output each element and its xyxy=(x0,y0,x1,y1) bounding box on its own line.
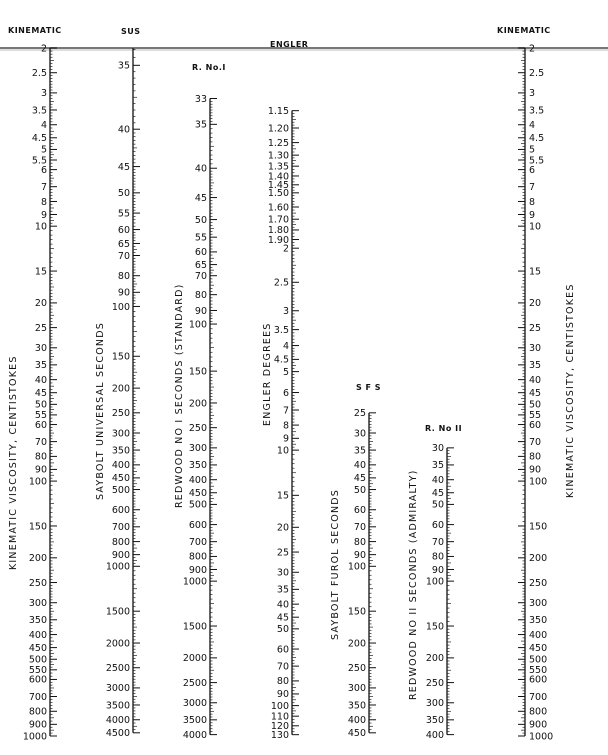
tick-label: 250 xyxy=(347,663,366,675)
axis-title-kinematic-right: KINEMATIC VISCOSITY, CENTISTOKES xyxy=(565,283,576,498)
tick-label: 25 xyxy=(34,322,47,334)
tick-label: 45 xyxy=(529,387,542,399)
tick-label: 500 xyxy=(28,654,47,666)
tick-label: 800 xyxy=(529,706,548,718)
tick-label: 1.80 xyxy=(267,225,289,237)
tick-label: 4000 xyxy=(182,729,207,741)
tick-label: 900 xyxy=(529,719,548,731)
tick-label: 500 xyxy=(188,499,207,511)
tick-label: 3.5 xyxy=(529,105,545,117)
tick-label: 200 xyxy=(28,553,47,565)
tick-label: 400 xyxy=(347,715,366,727)
tick-label: 60 xyxy=(529,419,542,431)
tick-label: 1.25 xyxy=(267,137,289,149)
tick-label: 2500 xyxy=(105,663,130,675)
tick-label: 90 xyxy=(34,464,47,476)
tick-label: 400 xyxy=(111,460,130,472)
axis-title-sus: SAYBOLT UNIVERSAL SECONDS xyxy=(95,322,106,500)
tick-label: 2.5 xyxy=(529,68,545,80)
tick-label: 500 xyxy=(529,654,548,666)
tick-label: 350 xyxy=(425,715,444,727)
tick-label: 450 xyxy=(28,642,47,654)
tick-label: 25 xyxy=(529,322,542,334)
tick-label: 350 xyxy=(28,615,47,627)
tick-label: 45 xyxy=(353,473,366,485)
tick-label: 90 xyxy=(353,549,366,561)
tick-label: 200 xyxy=(529,553,548,565)
tick-label: 450 xyxy=(347,728,366,740)
tick-label: 6 xyxy=(40,164,47,176)
tick-label: 100 xyxy=(347,561,366,573)
tick-label: 450 xyxy=(111,473,130,485)
header-redwood-2: R. No II xyxy=(425,424,463,433)
tick-label: 4.5 xyxy=(31,133,47,145)
tick-label: 1.35 xyxy=(267,161,289,173)
tick-label: 450 xyxy=(188,488,207,500)
tick-label: 55 xyxy=(117,208,130,220)
tick-label: 4.5 xyxy=(529,133,545,145)
tick-label: 1000 xyxy=(105,561,130,573)
tick-label: 150 xyxy=(529,521,548,533)
tick-label: 700 xyxy=(28,691,47,703)
tick-label: 3000 xyxy=(182,698,207,710)
tick-label: 100 xyxy=(270,700,289,712)
tick-label: 90 xyxy=(117,287,130,299)
tick-label: 40 xyxy=(34,374,47,386)
tick-label: 50 xyxy=(34,399,47,411)
header-kinematic-right: KINEMATIC xyxy=(497,26,551,35)
tick-label: 300 xyxy=(28,598,47,610)
tick-label: 15 xyxy=(529,266,542,278)
tick-label: 50 xyxy=(431,499,444,511)
header-kinematic-left: KINEMATIC xyxy=(8,26,62,35)
tick-label: 65 xyxy=(194,259,207,271)
tick-label: 3500 xyxy=(105,700,130,712)
tick-label: 3 xyxy=(40,88,47,100)
tick-label: 90 xyxy=(194,305,207,317)
tick-label: 500 xyxy=(111,484,130,496)
tick-label: 20 xyxy=(276,522,289,534)
tick-label: 4500 xyxy=(105,728,130,740)
tick-label: 35 xyxy=(529,360,542,372)
tick-label: 5.5 xyxy=(31,155,47,167)
tick-label: 10 xyxy=(529,221,542,233)
tick-label: 1.20 xyxy=(267,123,289,135)
tick-label: 900 xyxy=(188,564,207,576)
tick-label: 90 xyxy=(276,689,289,701)
axis-title-sfs: SAYBOLT FUROL SECONDS xyxy=(330,488,341,640)
tick-label: 1000 xyxy=(182,576,207,588)
tick-label: 35 xyxy=(117,60,130,72)
tick-label: 80 xyxy=(353,536,366,548)
tick-label: 35 xyxy=(431,460,444,472)
tick-label: 250 xyxy=(188,422,207,434)
tick-label: 50 xyxy=(529,399,542,411)
tick-label: 3 xyxy=(529,88,536,100)
tick-label: 2 xyxy=(282,243,289,255)
tick-label: 250 xyxy=(111,408,130,420)
tick-label: 80 xyxy=(276,676,289,688)
tick-label: 25 xyxy=(353,408,366,420)
tick-label: 110 xyxy=(270,711,289,723)
tick-label: 65 xyxy=(117,238,130,250)
tick-label: 15 xyxy=(276,490,289,502)
tick-label: 50 xyxy=(194,214,207,226)
tick-label: 700 xyxy=(111,522,130,534)
tick-label: 80 xyxy=(117,271,130,283)
tick-label: 40 xyxy=(117,124,130,136)
tick-label: 350 xyxy=(111,445,130,457)
tick-label: 600 xyxy=(529,674,548,686)
tick-label: 7 xyxy=(529,181,536,193)
tick-label: 1000 xyxy=(529,731,554,743)
tick-label: 70 xyxy=(276,661,289,673)
tick-label: 1.45 xyxy=(267,180,289,192)
tick-label: 150 xyxy=(347,606,366,618)
tick-label: 55 xyxy=(34,410,47,422)
tick-label: 80 xyxy=(194,289,207,301)
tick-label: 30 xyxy=(431,443,444,455)
tick-label: 40 xyxy=(431,475,444,487)
tick-label: 45 xyxy=(431,488,444,500)
tick-label: 150 xyxy=(188,366,207,378)
tick-label: 30 xyxy=(34,343,47,355)
tick-label: 10 xyxy=(276,445,289,457)
header-sfs: S F S xyxy=(356,383,382,392)
tick-label: 1.60 xyxy=(267,202,289,214)
tick-label: 200 xyxy=(111,383,130,395)
tick-label: 3 xyxy=(282,306,289,318)
tick-label: 1000 xyxy=(22,731,47,743)
tick-label: 300 xyxy=(111,428,130,440)
tick-label: 200 xyxy=(347,638,366,650)
tick-label: 55 xyxy=(529,410,542,422)
tick-label: 700 xyxy=(529,691,548,703)
tick-label: 70 xyxy=(431,536,444,548)
tick-label: 300 xyxy=(347,683,366,695)
tick-label: 2 xyxy=(40,43,47,55)
tick-label: 150 xyxy=(28,521,47,533)
tick-label: 5 xyxy=(529,144,536,156)
tick-label: 9 xyxy=(282,433,289,445)
tick-label: 3000 xyxy=(105,683,130,695)
tick-label: 35 xyxy=(353,445,366,457)
tick-label: 350 xyxy=(529,615,548,627)
tick-label: 70 xyxy=(194,271,207,283)
tick-label: 3.5 xyxy=(31,105,47,117)
tick-label: 70 xyxy=(117,250,130,262)
tick-label: 200 xyxy=(188,398,207,410)
tick-label: 10 xyxy=(34,221,47,233)
tick-label: 800 xyxy=(28,706,47,718)
tick-label: 50 xyxy=(276,624,289,636)
tick-label: 600 xyxy=(188,519,207,531)
tick-label: 200 xyxy=(425,653,444,665)
tick-label: 60 xyxy=(276,644,289,656)
tick-label: 9 xyxy=(40,209,47,221)
tick-label: 5.5 xyxy=(529,155,545,167)
tick-label: 4.5 xyxy=(273,354,289,366)
tick-label: 35 xyxy=(34,360,47,372)
tick-label: 1.70 xyxy=(267,214,289,226)
tick-label: 60 xyxy=(117,224,130,236)
tick-label: 7 xyxy=(282,405,289,417)
tick-label: 1.90 xyxy=(267,234,289,246)
tick-label: 4 xyxy=(282,340,289,352)
tick-label: 550 xyxy=(28,665,47,677)
tick-label: 2000 xyxy=(105,638,130,650)
tick-label: 60 xyxy=(431,519,444,531)
tick-label: 5 xyxy=(282,366,289,378)
tick-label: 45 xyxy=(276,612,289,624)
tick-label: 100 xyxy=(111,301,130,313)
tick-label: 7 xyxy=(40,181,47,193)
tick-label: 400 xyxy=(425,729,444,741)
tick-label: 1500 xyxy=(182,621,207,633)
tick-label: 1.50 xyxy=(267,188,289,200)
tick-label: 35 xyxy=(194,119,207,131)
tick-label: 100 xyxy=(425,576,444,588)
tick-label: 1.40 xyxy=(267,171,289,183)
tick-label: 4 xyxy=(529,120,536,132)
tick-label: 900 xyxy=(111,549,130,561)
tick-label: 8 xyxy=(40,196,47,208)
tick-label: 600 xyxy=(28,674,47,686)
tick-label: 35 xyxy=(276,584,289,596)
tick-label: 350 xyxy=(188,460,207,472)
tick-label: 2 xyxy=(529,43,536,55)
tick-label: 2.5 xyxy=(31,68,47,80)
tick-label: 550 xyxy=(529,665,548,677)
tick-label: 45 xyxy=(117,161,130,173)
tick-label: 3.5 xyxy=(273,324,289,336)
tick-label: 33 xyxy=(194,93,207,105)
tick-label: 800 xyxy=(111,536,130,548)
tick-label: 120 xyxy=(270,721,289,733)
tick-label: 25 xyxy=(276,547,289,559)
tick-label: 40 xyxy=(276,599,289,611)
tick-label: 2.5 xyxy=(273,277,289,289)
tick-label: 900 xyxy=(28,719,47,731)
tick-label: 1.15 xyxy=(267,105,289,117)
tick-label: 2500 xyxy=(182,677,207,689)
tick-label: 80 xyxy=(34,451,47,463)
tick-label: 250 xyxy=(425,677,444,689)
tick-label: 70 xyxy=(34,436,47,448)
tick-label: 400 xyxy=(188,475,207,487)
tick-label: 8 xyxy=(282,420,289,432)
tick-label: 600 xyxy=(111,505,130,517)
tick-label: 60 xyxy=(34,419,47,431)
tick-label: 45 xyxy=(194,192,207,204)
tick-label: 3500 xyxy=(182,715,207,727)
tick-label: 6 xyxy=(282,387,289,399)
tick-label: 70 xyxy=(529,436,542,448)
tick-label: 1500 xyxy=(105,606,130,618)
tick-label: 30 xyxy=(529,343,542,355)
tick-label: 30 xyxy=(276,567,289,579)
tick-label: 20 xyxy=(529,298,542,310)
tick-label: 250 xyxy=(529,577,548,589)
tick-label: 60 xyxy=(194,247,207,259)
tick-label: 4 xyxy=(40,120,47,132)
tick-label: 300 xyxy=(529,598,548,610)
header-sus: SUS xyxy=(121,27,141,36)
tick-label: 80 xyxy=(529,451,542,463)
tick-label: 30 xyxy=(353,428,366,440)
tick-label: 80 xyxy=(431,551,444,563)
tick-label: 250 xyxy=(28,577,47,589)
tick-label: 60 xyxy=(353,505,366,517)
tick-label: 2000 xyxy=(182,653,207,665)
tick-label: 4000 xyxy=(105,715,130,727)
tick-label: 300 xyxy=(188,443,207,455)
axis-title-engler: ENGLER DEGREES xyxy=(262,322,273,426)
tick-label: 9 xyxy=(529,209,536,221)
tick-label: 70 xyxy=(353,522,366,534)
axis-title-redwood-1: REDWOOD NO I SECONDS (STANDARD) xyxy=(174,283,185,508)
tick-label: 40 xyxy=(353,460,366,472)
tick-label: 50 xyxy=(117,188,130,200)
tick-label: 100 xyxy=(188,319,207,331)
tick-label: 40 xyxy=(194,163,207,175)
tick-label: 55 xyxy=(194,232,207,244)
tick-label: 450 xyxy=(529,642,548,654)
axis-title-kinematic-left: KINEMATIC VISCOSITY, CENTISTOKES xyxy=(8,355,19,570)
tick-label: 300 xyxy=(425,698,444,710)
tick-label: 50 xyxy=(353,484,366,496)
tick-label: 1.30 xyxy=(267,150,289,162)
tick-label: 90 xyxy=(529,464,542,476)
tick-label: 100 xyxy=(529,476,548,488)
tick-label: 40 xyxy=(529,374,542,386)
tick-label: 150 xyxy=(425,621,444,633)
tick-label: 100 xyxy=(28,476,47,488)
axis-title-redwood-2: REDWOOD NO II SECONDS (ADMIRALTY) xyxy=(408,469,419,700)
tick-label: 5 xyxy=(40,144,47,156)
tick-label: 90 xyxy=(431,564,444,576)
tick-label: 130 xyxy=(270,729,289,741)
header-redwood-1: R. No.I xyxy=(192,63,226,72)
tick-label: 400 xyxy=(529,629,548,641)
header-engler: ENGLER xyxy=(270,40,309,49)
tick-label: 8 xyxy=(529,196,536,208)
tick-label: 350 xyxy=(347,700,366,712)
tick-label: 6 xyxy=(529,164,536,176)
tick-label: 400 xyxy=(28,629,47,641)
tick-label: 15 xyxy=(34,266,47,278)
tick-label: 800 xyxy=(188,551,207,563)
tick-label: 20 xyxy=(34,298,47,310)
tick-label: 45 xyxy=(34,387,47,399)
tick-label: 150 xyxy=(111,351,130,363)
tick-label: 700 xyxy=(188,536,207,548)
